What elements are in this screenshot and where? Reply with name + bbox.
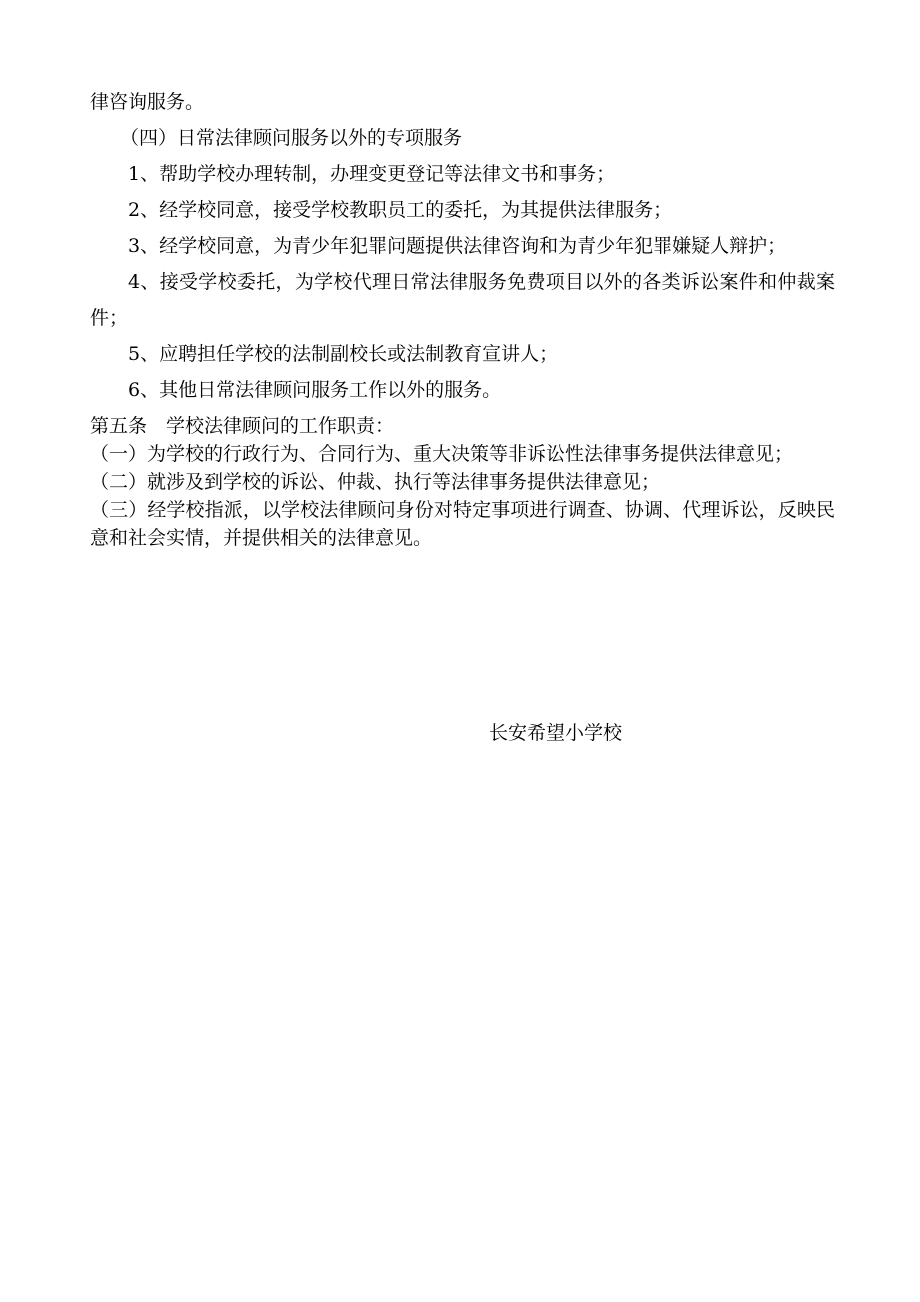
duty-item-3: （三）经学校指派，以学校法律顾问身份对特定事项进行调查、协调、代理诉讼，反映民意和社会实情，并提供相关的法律意见。	[90, 499, 835, 549]
list-item-6: 6、其他日常法律顾问服务工作以外的服务。	[128, 379, 502, 401]
section-heading-special-services: （四）日常法律顾问服务以外的专项服务	[120, 127, 463, 149]
list-item-2: 2、经学校同意，接受学校教职员工的委托，为其提供法律服务；	[128, 199, 673, 221]
school-signature: 长安希望小学校	[489, 722, 623, 744]
list-item-1: 1、帮助学校办理转制，办理变更登记等法律文书和事务；	[128, 163, 616, 185]
list-item-4: 4、接受学校委托，为学校代理日常法律服务免费项目以外的各类诉讼案件和仲裁案件；	[90, 271, 835, 329]
article-five-heading: 第五条 学校法律顾问的工作职责：	[90, 415, 395, 437]
duty-item-2: （二）就涉及到学校的诉讼、仲裁、执行等法律事务提供法律意见；	[90, 471, 661, 493]
list-item-3: 3、经学校同意，为青少年犯罪问题提供法律咨询和为青少年犯罪嫌疑人辩护；	[128, 235, 787, 257]
document-body	[90, 84, 835, 552]
duty-item-1: （一）为学校的行政行为、合同行为、重大决策等非诉讼性法律事务提供法律意见；	[90, 443, 794, 465]
list-item-5: 5、应聘担任学校的法制副校长或法制教育宣讲人；	[128, 343, 559, 365]
paragraph-continuation: 律咨询服务。	[90, 91, 205, 113]
